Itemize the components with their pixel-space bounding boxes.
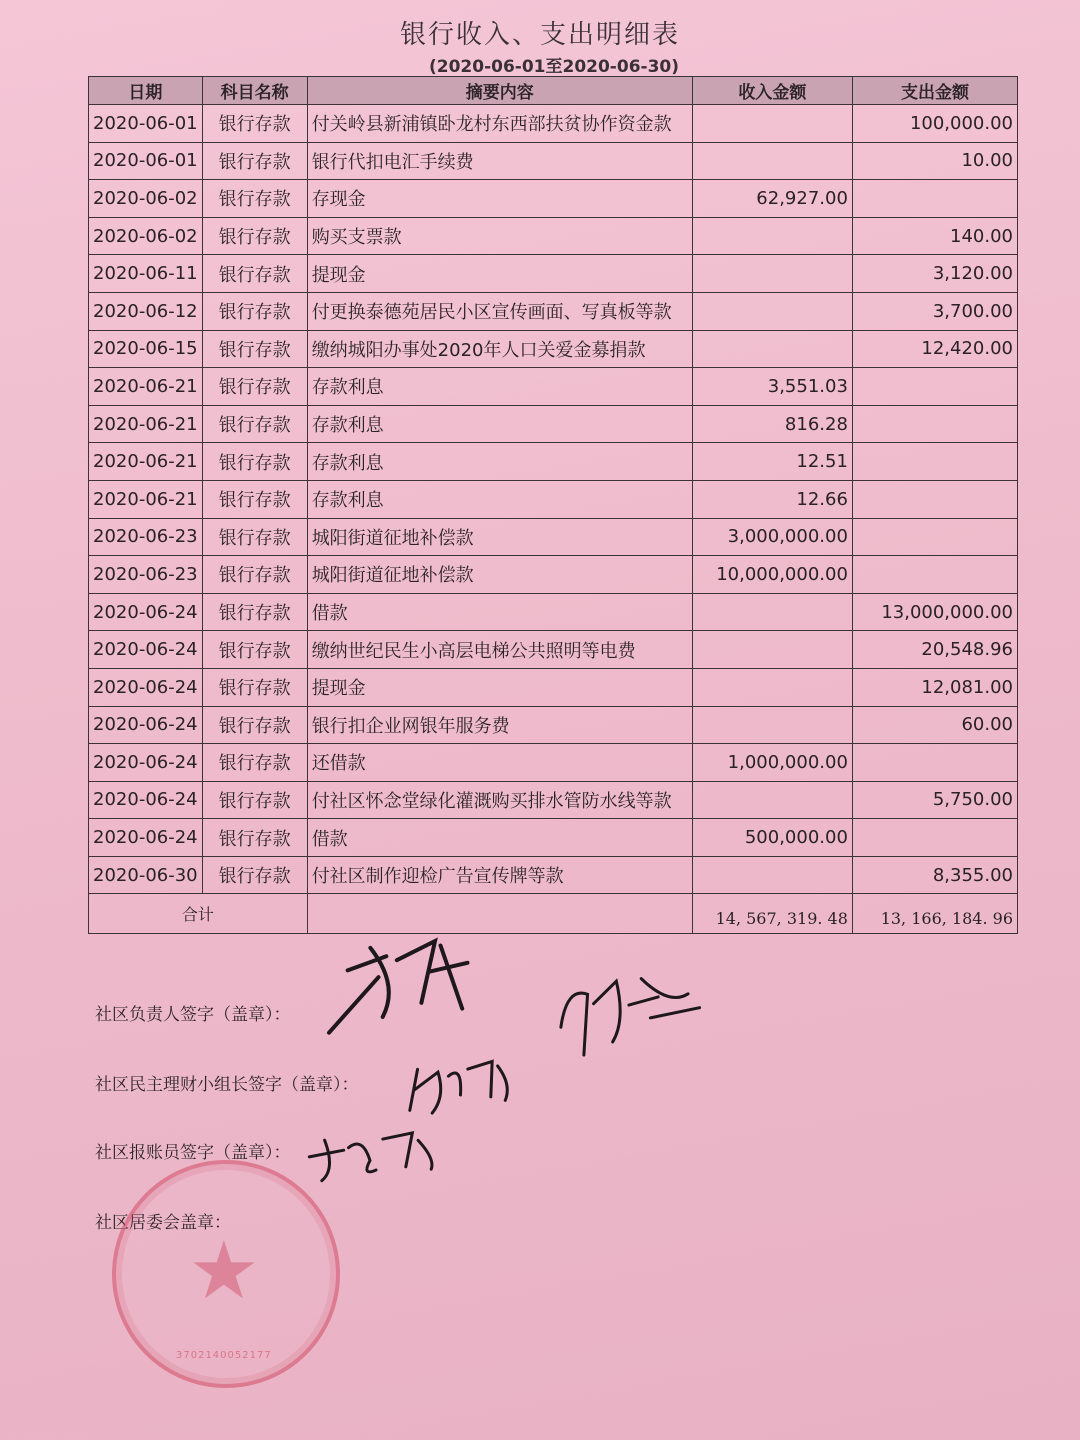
income-cell: 500,000.00 [692, 819, 852, 857]
expense-cell: 60.00 [852, 706, 1017, 744]
date-cell: 2020-06-21 [89, 443, 203, 481]
finance-signature-label: 社区民主理财小组长签字（盖章）： [95, 1075, 359, 1095]
income-cell [692, 105, 852, 143]
summary-cell: 银行代扣电汇手续费 [307, 142, 692, 180]
table-row [89, 180, 1018, 218]
account-cell: 银行存款 [202, 856, 307, 894]
committee-seal [112, 1160, 340, 1388]
table-row [89, 744, 1018, 782]
income-cell [692, 292, 852, 330]
income-cell: 62,927.00 [692, 180, 852, 218]
table-row [89, 142, 1018, 180]
income-cell: 12.51 [692, 443, 852, 481]
table-row [89, 819, 1018, 857]
committee-stamp-label: 社区居委会盖章： [95, 1213, 231, 1233]
table-row [89, 217, 1018, 255]
summary-cell: 缴纳城阳办事处2020年人口关爱金募捐款 [307, 330, 692, 368]
table-row [89, 368, 1018, 406]
summary-cell: 提现金 [307, 255, 692, 293]
total-income: 14, 567, 319. 48 [692, 894, 852, 934]
summary-cell: 存款利息 [307, 405, 692, 443]
summary-cell: 购买支票款 [307, 217, 692, 255]
period-subtitle: (2020-06-01至2020-06-30) [428, 57, 680, 77]
date-cell: 2020-06-02 [89, 180, 203, 218]
expense-cell: 5,750.00 [852, 781, 1017, 819]
date-cell: 2020-06-24 [89, 744, 203, 782]
income-cell: 3,000,000.00 [692, 518, 852, 556]
income-cell [692, 330, 852, 368]
expense-cell [852, 443, 1017, 481]
expense-cell [852, 518, 1017, 556]
column-header-account: 科目名称 [202, 77, 307, 105]
handwritten-signature-icon [396, 1044, 523, 1126]
total-expense: 13, 166, 184. 96 [852, 894, 1017, 934]
table-row [89, 518, 1018, 556]
expense-cell: 8,355.00 [852, 856, 1017, 894]
handwritten-signature-icon [302, 1118, 448, 1192]
expense-cell: 12,081.00 [852, 668, 1017, 706]
income-cell [692, 668, 852, 706]
date-cell: 2020-06-02 [89, 217, 203, 255]
income-cell: 816.28 [692, 405, 852, 443]
expense-cell [852, 368, 1017, 406]
table-row [89, 593, 1018, 631]
date-cell: 2020-06-24 [89, 781, 203, 819]
table-row [89, 781, 1018, 819]
income-cell: 10,000,000.00 [692, 556, 852, 594]
expense-cell: 3,700.00 [852, 292, 1017, 330]
table-row [89, 856, 1018, 894]
table-row [89, 556, 1018, 594]
expense-cell [852, 405, 1017, 443]
date-cell: 2020-06-24 [89, 706, 203, 744]
table-row [89, 255, 1018, 293]
account-cell: 银行存款 [202, 819, 307, 857]
table-row [89, 668, 1018, 706]
summary-cell: 付社区怀念堂绿化灌溉购买排水管防水线等款 [307, 781, 692, 819]
handwritten-signature-icon [545, 952, 715, 1068]
ledger-table [88, 76, 1018, 934]
summary-cell: 付更换泰德苑居民小区宣传画面、写真板等款 [307, 292, 692, 330]
date-cell: 2020-06-24 [89, 668, 203, 706]
income-cell [692, 856, 852, 894]
date-cell: 2020-06-01 [89, 142, 203, 180]
account-cell: 银行存款 [202, 180, 307, 218]
column-header-income: 收入金额 [692, 77, 852, 105]
expense-cell: 10.00 [852, 142, 1017, 180]
header-row [89, 77, 1018, 105]
page-title: 银行收入、支出明细表 [399, 20, 680, 50]
date-cell: 2020-06-30 [89, 856, 203, 894]
income-cell [692, 593, 852, 631]
account-cell: 银行存款 [202, 593, 307, 631]
account-cell: 银行存款 [202, 443, 307, 481]
leader-signature-label: 社区负责人签字（盖章）： [95, 1005, 291, 1025]
column-header-date: 日期 [89, 77, 203, 105]
table-row [89, 105, 1018, 143]
expense-cell: 12,420.00 [852, 330, 1017, 368]
expense-cell [852, 819, 1017, 857]
date-cell: 2020-06-23 [89, 518, 203, 556]
table-row [89, 480, 1018, 518]
account-cell: 银行存款 [202, 781, 307, 819]
column-header-summary: 摘要内容 [307, 77, 692, 105]
account-cell: 银行存款 [202, 292, 307, 330]
account-cell: 银行存款 [202, 405, 307, 443]
summary-cell: 提现金 [307, 668, 692, 706]
column-header-expense: 支出金额 [852, 77, 1017, 105]
income-cell: 1,000,000.00 [692, 744, 852, 782]
date-cell: 2020-06-24 [89, 631, 203, 669]
date-cell: 2020-06-24 [89, 819, 203, 857]
leader-signature-1 [315, 927, 486, 1054]
date-cell: 2020-06-23 [89, 556, 203, 594]
summary-cell: 付关岭县新浦镇卧龙村东西部扶贫协作资金款 [307, 105, 692, 143]
summary-cell: 存现金 [307, 180, 692, 218]
summary-cell: 借款 [307, 819, 692, 857]
date-cell: 2020-06-01 [89, 105, 203, 143]
expense-cell: 13,000,000.00 [852, 593, 1017, 631]
summary-cell: 还借款 [307, 744, 692, 782]
account-cell: 银行存款 [202, 217, 307, 255]
income-cell [692, 631, 852, 669]
account-cell: 银行存款 [202, 142, 307, 180]
summary-cell: 存款利息 [307, 480, 692, 518]
total-summary-cell [307, 894, 692, 934]
handwritten-signature-icon [315, 927, 485, 1043]
table-row [89, 706, 1018, 744]
income-cell [692, 706, 852, 744]
account-cell: 银行存款 [202, 105, 307, 143]
summary-cell: 付社区制作迎检广告宣传牌等款 [307, 856, 692, 894]
account-cell: 银行存款 [202, 330, 307, 368]
date-cell: 2020-06-21 [89, 368, 203, 406]
expense-cell [852, 744, 1017, 782]
account-cell: 银行存款 [202, 255, 307, 293]
ledger-body [89, 105, 1018, 934]
summary-cell: 缴纳世纪民生小高层电梯公共照明等电费 [307, 631, 692, 669]
account-cell: 银行存款 [202, 631, 307, 669]
summary-cell: 存款利息 [307, 443, 692, 481]
date-cell: 2020-06-12 [89, 292, 203, 330]
account-cell: 银行存款 [202, 706, 307, 744]
expense-cell: 100,000.00 [852, 105, 1017, 143]
table-row [89, 443, 1018, 481]
table-row [89, 330, 1018, 368]
accountant-signature-label: 社区报账员签字（盖章）： [95, 1143, 291, 1163]
table-row [89, 405, 1018, 443]
summary-cell: 城阳街道征地补偿款 [307, 556, 692, 594]
expense-cell [852, 480, 1017, 518]
accountant-signature [302, 1118, 449, 1203]
income-cell [692, 217, 852, 255]
table-row [89, 292, 1018, 330]
date-cell: 2020-06-11 [89, 255, 203, 293]
income-cell [692, 255, 852, 293]
expense-cell [852, 556, 1017, 594]
account-cell: 银行存款 [202, 518, 307, 556]
account-cell: 银行存款 [202, 368, 307, 406]
seal-code: 3702140052177 [176, 1350, 272, 1361]
account-cell: 银行存款 [202, 556, 307, 594]
date-cell: 2020-06-21 [89, 405, 203, 443]
expense-cell: 3,120.00 [852, 255, 1017, 293]
date-cell: 2020-06-15 [89, 330, 203, 368]
income-cell [692, 781, 852, 819]
leader-signature-2 [545, 952, 716, 1079]
summary-cell: 借款 [307, 593, 692, 631]
expense-cell: 20,548.96 [852, 631, 1017, 669]
table-row [89, 631, 1018, 669]
income-cell: 12.66 [692, 480, 852, 518]
account-cell: 银行存款 [202, 480, 307, 518]
star-icon: ★ [188, 1224, 260, 1317]
summary-cell: 城阳街道征地补偿款 [307, 518, 692, 556]
income-cell: 3,551.03 [692, 368, 852, 406]
income-cell [692, 142, 852, 180]
account-cell: 银行存款 [202, 668, 307, 706]
expense-cell: 140.00 [852, 217, 1017, 255]
total-row [89, 894, 1018, 934]
date-cell: 2020-06-24 [89, 593, 203, 631]
summary-cell: 银行扣企业网银年服务费 [307, 706, 692, 744]
expense-cell [852, 180, 1017, 218]
summary-cell: 存款利息 [307, 368, 692, 406]
date-cell: 2020-06-21 [89, 480, 203, 518]
total-label: 合计 [89, 894, 308, 934]
account-cell: 银行存款 [202, 744, 307, 782]
